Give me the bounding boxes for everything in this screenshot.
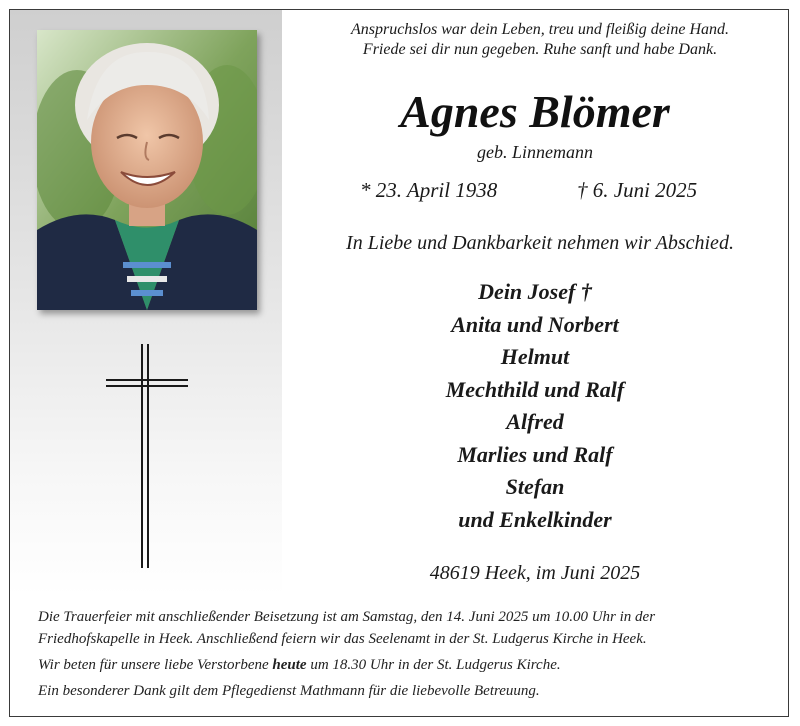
poem: [296, 20, 784, 60]
poem-line-2: Friede sei dir nun gegeben. Ruhe sanft und habe Dank.: [362, 41, 718, 58]
place-date: 48619 Heek, im Juni 2025: [429, 562, 641, 584]
maiden-name: geb. Linnemann: [477, 142, 593, 162]
family-member: Dein Josef †: [478, 279, 592, 304]
poem-line-1: Anspruchslos war dein Leben, treu und fleißig deine Hand.: [350, 21, 730, 38]
prayer-text-after: um 18.30 Uhr in der St. Ludgerus Kirche.: [306, 657, 561, 673]
prayer-highlight: heute: [272, 657, 307, 673]
ceremony-line-2: Friedhofskapelle in Heek. Anschließend feiern wir das Seelenamt in der St. Ludgerus Kirche in Heek.: [38, 631, 647, 647]
prayer-line: [38, 654, 778, 676]
notes-section: [38, 606, 778, 702]
cross-icon: [100, 342, 196, 570]
family-list: [296, 276, 774, 536]
family-member: Mechthild und Ralf: [445, 376, 625, 402]
birth-date: * 23. April 1938: [360, 178, 498, 202]
deceased-name: Agnes Blömer: [400, 86, 670, 137]
prayer-text-before: Wir beten für unsere liebe Verstorbene: [38, 657, 273, 673]
family-member: und Enkelkinder: [458, 506, 612, 532]
family-member: Anita und Norbert: [451, 311, 619, 337]
thanks-line: Ein besonderer Dank gilt dem Pflegedienst Mathmann für die liebevolle Betreuung.: [38, 683, 540, 699]
ceremony-line-1: Die Trauerfeier mit anschließender Beisetzung ist am Samstag, den 14. Juni 2025 um 10.00 Uhr in der: [38, 609, 656, 625]
portrait-photo: [37, 30, 257, 310]
family-member: Stefan: [505, 474, 565, 499]
family-member: Marlies und Ralf: [457, 441, 613, 467]
family-member: Helmut: [500, 344, 570, 369]
farewell-text: In Liebe und Dankbarkeit nehmen wir Abschied.: [346, 232, 734, 254]
family-member: Alfred: [506, 409, 564, 434]
death-date: † 6. Juni 2025: [577, 178, 698, 202]
